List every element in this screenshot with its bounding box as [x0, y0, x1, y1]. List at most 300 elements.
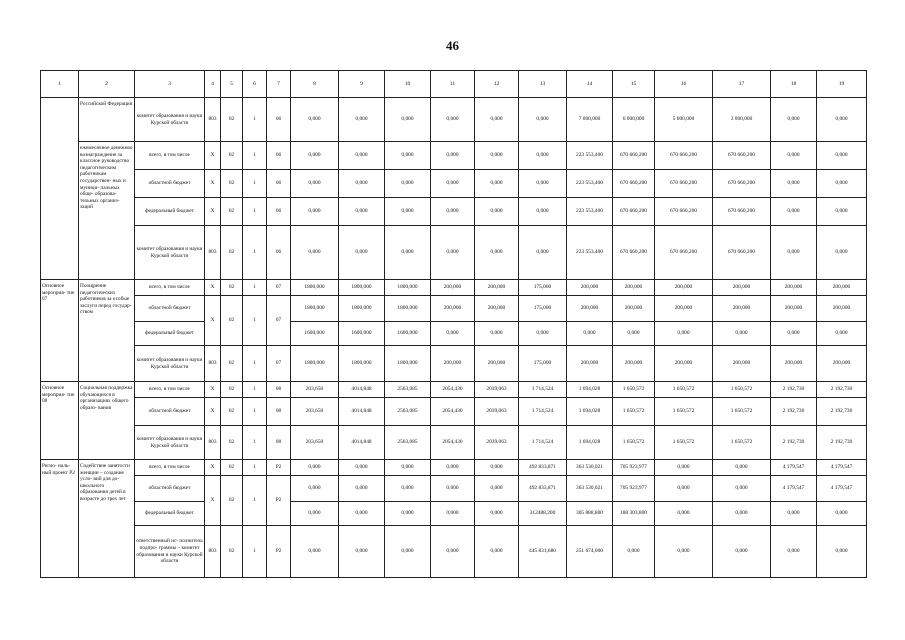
- value-cell: 200,000: [817, 280, 867, 296]
- value-cell: 0,000: [655, 460, 713, 476]
- header-cell: 16: [655, 71, 713, 98]
- code-cell: 07: [267, 280, 291, 296]
- value-cell: 670 660,200: [713, 170, 771, 198]
- value-cell: 5 000,000: [655, 98, 713, 142]
- value-cell: 0,000: [339, 170, 385, 198]
- value-cell: 200,000: [431, 346, 475, 382]
- value-cell: 2039,063: [475, 382, 519, 398]
- value-cell: 0,000: [475, 476, 519, 502]
- value-cell: 200,000: [655, 346, 713, 382]
- value-cell: 0,000: [519, 226, 567, 280]
- value-cell: 1 650,572: [655, 426, 713, 460]
- value-cell: 0,000: [431, 322, 475, 346]
- header-cell: 9: [339, 71, 385, 98]
- value-cell: 0,000: [431, 460, 475, 476]
- value-cell: 1800,000: [339, 280, 385, 296]
- value-cell: 0,000: [385, 226, 431, 280]
- value-cell: 200,000: [817, 296, 867, 322]
- code-cell: P2: [267, 460, 291, 476]
- value-cell: 0,000: [291, 460, 339, 476]
- value-cell: 203,650: [291, 398, 339, 426]
- value-cell: 2 192,730: [817, 382, 867, 398]
- value-cell: 223 553,400: [567, 142, 613, 170]
- value-cell: 0,000: [339, 226, 385, 280]
- value-cell: 0,000: [655, 526, 713, 578]
- value-cell: 1 650,572: [613, 382, 655, 398]
- value-cell: 4 179,547: [771, 476, 817, 502]
- code-cell: 02: [221, 382, 243, 398]
- source-cell: всего, в том числе: [135, 280, 205, 296]
- value-cell: 670 660,200: [655, 170, 713, 198]
- value-cell: 1 650,572: [713, 398, 771, 426]
- value-cell: 2563,085: [385, 398, 431, 426]
- value-cell: 0,000: [519, 98, 567, 142]
- code-cell: 1: [243, 142, 267, 170]
- value-cell: 0,000: [817, 322, 867, 346]
- value-cell: 223 553,400: [567, 226, 613, 280]
- code-cell: 803: [205, 346, 221, 382]
- value-cell: 200,000: [613, 346, 655, 382]
- value-cell: 0,000: [339, 460, 385, 476]
- value-cell: 2 192,730: [771, 382, 817, 398]
- value-cell: 0,000: [475, 502, 519, 526]
- value-cell: 0,000: [475, 526, 519, 578]
- value-cell: 0,000: [385, 526, 431, 578]
- event-cell: [41, 98, 79, 280]
- table-row: [41, 198, 867, 226]
- value-cell: 0,000: [385, 198, 431, 226]
- value-cell: 4014,848: [339, 426, 385, 460]
- value-cell: 223 553,400: [567, 198, 613, 226]
- value-cell: 175,000: [519, 346, 567, 382]
- header-cell: 7: [267, 71, 291, 98]
- value-cell: 0,000: [385, 98, 431, 142]
- code-cell: X: [205, 142, 221, 170]
- value-cell: 0,000: [475, 198, 519, 226]
- event-cell: Основное мероприя- тие 07: [41, 280, 79, 382]
- source-cell: всего, в том числе: [135, 142, 205, 170]
- code-cell: 02: [221, 170, 243, 198]
- header-cell: 17: [713, 71, 771, 98]
- table-row: [41, 226, 867, 280]
- code-cell: 02: [221, 98, 243, 142]
- budget-table: [40, 70, 867, 578]
- value-cell: 1 714,524: [519, 426, 567, 460]
- header-cell: 4: [205, 71, 221, 98]
- value-cell: 492 833,871: [519, 476, 567, 502]
- code-cell: X: [205, 398, 221, 426]
- value-cell: 4014,848: [339, 382, 385, 398]
- value-cell: 2054,430: [431, 382, 475, 398]
- source-cell: областной бюджет: [135, 296, 205, 322]
- value-cell: 200,000: [431, 296, 475, 322]
- table-row: [41, 322, 867, 346]
- value-cell: 1800,000: [339, 346, 385, 382]
- value-cell: 200,000: [567, 296, 613, 322]
- value-cell: 1 650,572: [713, 426, 771, 460]
- value-cell: 200,000: [771, 296, 817, 322]
- value-cell: 1800,000: [291, 280, 339, 296]
- value-cell: 0,000: [431, 198, 475, 226]
- table-row: [41, 526, 867, 578]
- value-cell: 305 888,800: [567, 502, 613, 526]
- value-cell: 0,000: [655, 502, 713, 526]
- code-cell: 02: [221, 398, 243, 426]
- code-cell: 02: [221, 142, 243, 170]
- code-cell: 08: [267, 382, 291, 398]
- code-cell: 02: [221, 426, 243, 460]
- value-cell: 1800,000: [339, 296, 385, 322]
- value-cell: 0,000: [475, 98, 519, 142]
- value-cell: 670 660,200: [613, 198, 655, 226]
- header-cell: 2: [79, 71, 135, 98]
- value-cell: 200,000: [713, 296, 771, 322]
- source-cell: ответственный ис- полнитель подпро- граммы – комитет образования и науки Курской области: [135, 526, 205, 578]
- program-name-cell: ежемесячное денежное вознаграждение за классное руководство педагогическим работникам государствен- ных и муници- пальных обще- образова- тельных организ- заций: [79, 142, 135, 280]
- code-cell: X: [205, 280, 221, 296]
- value-cell: 670 660,200: [613, 142, 655, 170]
- value-cell: 0,000: [771, 170, 817, 198]
- code-cell: X: [205, 198, 221, 226]
- value-cell: 1 650,572: [713, 382, 771, 398]
- code-cell: 02: [221, 226, 243, 280]
- value-cell: 1 650,572: [613, 426, 655, 460]
- code-cell: 02: [221, 460, 243, 476]
- header-cell: 3: [135, 71, 205, 98]
- program-name-cell: Социальная поддержка обучающихся в организациях общего образо- вания: [79, 382, 135, 460]
- value-cell: 670 660,200: [713, 142, 771, 170]
- value-cell: 0,000: [385, 502, 431, 526]
- value-cell: 0,000: [339, 198, 385, 226]
- value-cell: 1600,000: [339, 322, 385, 346]
- code-cell: 02: [221, 346, 243, 382]
- value-cell: 670 660,200: [613, 226, 655, 280]
- code-cell: 07: [267, 346, 291, 382]
- value-cell: 200,000: [475, 280, 519, 296]
- value-cell: 200,000: [431, 280, 475, 296]
- value-cell: 4 179,547: [771, 460, 817, 476]
- value-cell: 1800,000: [385, 296, 431, 322]
- value-cell: 0,000: [431, 98, 475, 142]
- value-cell: 0,000: [385, 476, 431, 502]
- value-cell: 175,000: [519, 280, 567, 296]
- value-cell: 0,000: [339, 526, 385, 578]
- source-cell: федеральный бюджет: [135, 502, 205, 526]
- value-cell: 1 714,524: [519, 398, 567, 426]
- table-row: [41, 476, 867, 502]
- value-cell: 4014,848: [339, 398, 385, 426]
- value-cell: 0,000: [519, 170, 567, 198]
- header-cell: 19: [817, 71, 867, 98]
- source-cell: комитет образования и науки Курской области: [135, 98, 205, 142]
- value-cell: 1 714,524: [519, 382, 567, 398]
- value-cell: 0,000: [475, 170, 519, 198]
- source-cell: областной бюджет: [135, 170, 205, 198]
- value-cell: 670 660,200: [613, 170, 655, 198]
- code-cell: 1: [243, 526, 267, 578]
- table-row: [41, 98, 867, 142]
- code-cell: 803: [205, 226, 221, 280]
- value-cell: 0,000: [519, 322, 567, 346]
- code-cell: 06: [267, 98, 291, 142]
- value-cell: 0,000: [291, 226, 339, 280]
- table-row: [41, 296, 867, 322]
- value-cell: 1 694,028: [567, 426, 613, 460]
- header-cell: 1: [41, 71, 79, 98]
- header-cell: 15: [613, 71, 655, 98]
- value-cell: 2 192,730: [771, 398, 817, 426]
- code-cell: 803: [205, 98, 221, 142]
- value-cell: 2563,085: [385, 426, 431, 460]
- value-cell: 0,000: [431, 226, 475, 280]
- value-cell: 251 674,000: [567, 526, 613, 578]
- value-cell: 0,000: [567, 322, 613, 346]
- code-cell: 02: [221, 476, 243, 526]
- value-cell: 0,000: [431, 170, 475, 198]
- value-cell: 2 192,730: [771, 426, 817, 460]
- value-cell: 1800,000: [291, 296, 339, 322]
- value-cell: 0,000: [431, 142, 475, 170]
- value-cell: 1 650,572: [613, 398, 655, 426]
- code-cell: 1: [243, 382, 267, 398]
- value-cell: 670 660,200: [713, 226, 771, 280]
- value-cell: 200,000: [655, 296, 713, 322]
- value-cell: 0,000: [817, 198, 867, 226]
- code-cell: 06: [267, 142, 291, 170]
- code-cell: X: [205, 296, 221, 346]
- value-cell: 0,000: [339, 476, 385, 502]
- value-cell: 223 553,400: [567, 170, 613, 198]
- source-cell: федеральный бюджет: [135, 198, 205, 226]
- value-cell: 2054,430: [431, 398, 475, 426]
- value-cell: 203,650: [291, 382, 339, 398]
- code-cell: P2: [267, 476, 291, 526]
- header-cell: 8: [291, 71, 339, 98]
- value-cell: 0,000: [291, 198, 339, 226]
- value-cell: 4 179,547: [817, 460, 867, 476]
- value-cell: 0,000: [431, 526, 475, 578]
- value-cell: 0,000: [475, 322, 519, 346]
- value-cell: 0,000: [817, 526, 867, 578]
- table-row: [41, 502, 867, 526]
- code-cell: 08: [267, 426, 291, 460]
- value-cell: 705 923,977: [613, 460, 655, 476]
- value-cell: 1800,000: [291, 346, 339, 382]
- value-cell: 0,000: [519, 198, 567, 226]
- code-cell: 803: [205, 526, 221, 578]
- header-cell: 12: [475, 71, 519, 98]
- code-cell: X: [205, 170, 221, 198]
- header-cell: 13: [519, 71, 567, 98]
- value-cell: 670 660,200: [713, 198, 771, 226]
- value-cell: 0,000: [339, 502, 385, 526]
- value-cell: 0,000: [817, 502, 867, 526]
- code-cell: X: [205, 382, 221, 398]
- value-cell: 0,000: [291, 502, 339, 526]
- event-cell: Регио- наль- ный проект Р2: [41, 460, 79, 578]
- code-cell: 1: [243, 170, 267, 198]
- value-cell: 0,000: [291, 476, 339, 502]
- code-cell: P2: [267, 526, 291, 578]
- program-name-cell: Поощрение педагогических работников за особые заслуги перед государ- ством: [79, 280, 135, 382]
- header-cell: 6: [243, 71, 267, 98]
- value-cell: 0,000: [713, 526, 771, 578]
- value-cell: 0,000: [385, 170, 431, 198]
- value-cell: 0,000: [817, 98, 867, 142]
- code-cell: 1: [243, 198, 267, 226]
- value-cell: 0,000: [519, 142, 567, 170]
- value-cell: 445 831,680: [519, 526, 567, 578]
- value-cell: 175,000: [519, 296, 567, 322]
- value-cell: 2 192,730: [817, 398, 867, 426]
- value-cell: 0,000: [771, 198, 817, 226]
- value-cell: 0,000: [291, 170, 339, 198]
- table-row: [41, 280, 867, 296]
- value-cell: 1 650,572: [655, 398, 713, 426]
- event-cell: Основное мероприя- тие 08: [41, 382, 79, 460]
- value-cell: 2563,085: [385, 382, 431, 398]
- value-cell: 0,000: [475, 460, 519, 476]
- value-cell: 0,000: [771, 526, 817, 578]
- value-cell: 0,000: [713, 502, 771, 526]
- value-cell: 2039,063: [475, 426, 519, 460]
- value-cell: 1 694,028: [567, 382, 613, 398]
- table-row: [41, 460, 867, 476]
- code-cell: 02: [221, 526, 243, 578]
- value-cell: 200,000: [713, 346, 771, 382]
- header-cell: 11: [431, 71, 475, 98]
- value-cell: 7 000,000: [567, 98, 613, 142]
- value-cell: 0,000: [613, 322, 655, 346]
- value-cell: 203,650: [291, 426, 339, 460]
- value-cell: 0,000: [817, 142, 867, 170]
- value-cell: 200,000: [713, 280, 771, 296]
- value-cell: 1 694,028: [567, 398, 613, 426]
- value-cell: 2039,063: [475, 398, 519, 426]
- value-cell: 200,000: [613, 280, 655, 296]
- value-cell: 1 650,572: [655, 382, 713, 398]
- code-cell: 1: [243, 280, 267, 296]
- value-cell: 705 923,977: [613, 476, 655, 502]
- value-cell: 4 179,547: [817, 476, 867, 502]
- value-cell: 3 000,000: [713, 98, 771, 142]
- value-cell: 0,000: [431, 502, 475, 526]
- value-cell: 0,000: [475, 226, 519, 280]
- value-cell: 0,000: [817, 226, 867, 280]
- code-cell: 1: [243, 296, 267, 346]
- source-cell: комитет образования и науки Курской области: [135, 226, 205, 280]
- table-row: [41, 170, 867, 198]
- code-cell: X: [205, 476, 221, 526]
- value-cell: 0,000: [385, 460, 431, 476]
- value-cell: 200,000: [567, 346, 613, 382]
- code-cell: 1: [243, 98, 267, 142]
- code-cell: 06: [267, 198, 291, 226]
- value-cell: 0,000: [771, 226, 817, 280]
- value-cell: 0,000: [385, 142, 431, 170]
- value-cell: 312488,200: [519, 502, 567, 526]
- value-cell: 0,000: [655, 476, 713, 502]
- value-cell: 200,000: [613, 296, 655, 322]
- value-cell: 200,000: [817, 346, 867, 382]
- value-cell: 670 660,200: [655, 226, 713, 280]
- value-cell: 0,000: [613, 526, 655, 578]
- code-cell: 06: [267, 170, 291, 198]
- table-row: [41, 142, 867, 170]
- code-cell: 1: [243, 346, 267, 382]
- code-cell: X: [205, 460, 221, 476]
- value-cell: 188 303,800: [613, 502, 655, 526]
- source-cell: областной бюджет: [135, 476, 205, 502]
- value-cell: 0,000: [713, 322, 771, 346]
- header-row: [41, 71, 867, 98]
- value-cell: 200,000: [771, 280, 817, 296]
- value-cell: 0,000: [291, 98, 339, 142]
- header-cell: 10: [385, 71, 431, 98]
- table-row: [41, 346, 867, 382]
- value-cell: 0,000: [339, 142, 385, 170]
- value-cell: 0,000: [655, 322, 713, 346]
- value-cell: 0,000: [475, 142, 519, 170]
- value-cell: 0,000: [339, 98, 385, 142]
- source-cell: всего, в том числе: [135, 382, 205, 398]
- source-cell: областной бюджет: [135, 398, 205, 426]
- value-cell: 200,000: [655, 280, 713, 296]
- code-cell: 1: [243, 460, 267, 476]
- code-cell: 1: [243, 398, 267, 426]
- code-cell: 02: [221, 296, 243, 346]
- value-cell: 1800,000: [385, 280, 431, 296]
- value-cell: 200,000: [771, 346, 817, 382]
- value-cell: 670 660,200: [655, 198, 713, 226]
- header-cell: 5: [221, 71, 243, 98]
- value-cell: 363 530,021: [567, 460, 613, 476]
- value-cell: 0,000: [713, 476, 771, 502]
- value-cell: 200,000: [475, 296, 519, 322]
- code-cell: 803: [205, 426, 221, 460]
- table-row: [41, 398, 867, 426]
- value-cell: 2054,430: [431, 426, 475, 460]
- source-cell: федеральный бюджет: [135, 322, 205, 346]
- value-cell: 6 000,000: [613, 98, 655, 142]
- program-name-cell: Российской Федерации: [79, 98, 135, 142]
- table-row: [41, 426, 867, 460]
- value-cell: 1600,000: [291, 322, 339, 346]
- value-cell: 1800,000: [385, 346, 431, 382]
- value-cell: 0,000: [771, 502, 817, 526]
- value-cell: 200,000: [567, 280, 613, 296]
- value-cell: 1600,000: [385, 322, 431, 346]
- code-cell: 1: [243, 226, 267, 280]
- value-cell: 2 192,730: [817, 426, 867, 460]
- code-cell: 07: [267, 296, 291, 346]
- value-cell: 200,000: [475, 346, 519, 382]
- code-cell: 1: [243, 426, 267, 460]
- value-cell: 670 660,200: [655, 142, 713, 170]
- header-cell: 14: [567, 71, 613, 98]
- value-cell: 0,000: [713, 460, 771, 476]
- source-cell: комитет образования и науки Курской области: [135, 426, 205, 460]
- page-number: 46: [446, 38, 459, 53]
- source-cell: всего, в том числе: [135, 460, 205, 476]
- code-cell: 08: [267, 398, 291, 426]
- table-row: [41, 382, 867, 398]
- value-cell: 0,000: [771, 142, 817, 170]
- value-cell: 0,000: [291, 526, 339, 578]
- code-cell: 1: [243, 476, 267, 526]
- code-cell: 02: [221, 198, 243, 226]
- value-cell: 363 530,021: [567, 476, 613, 502]
